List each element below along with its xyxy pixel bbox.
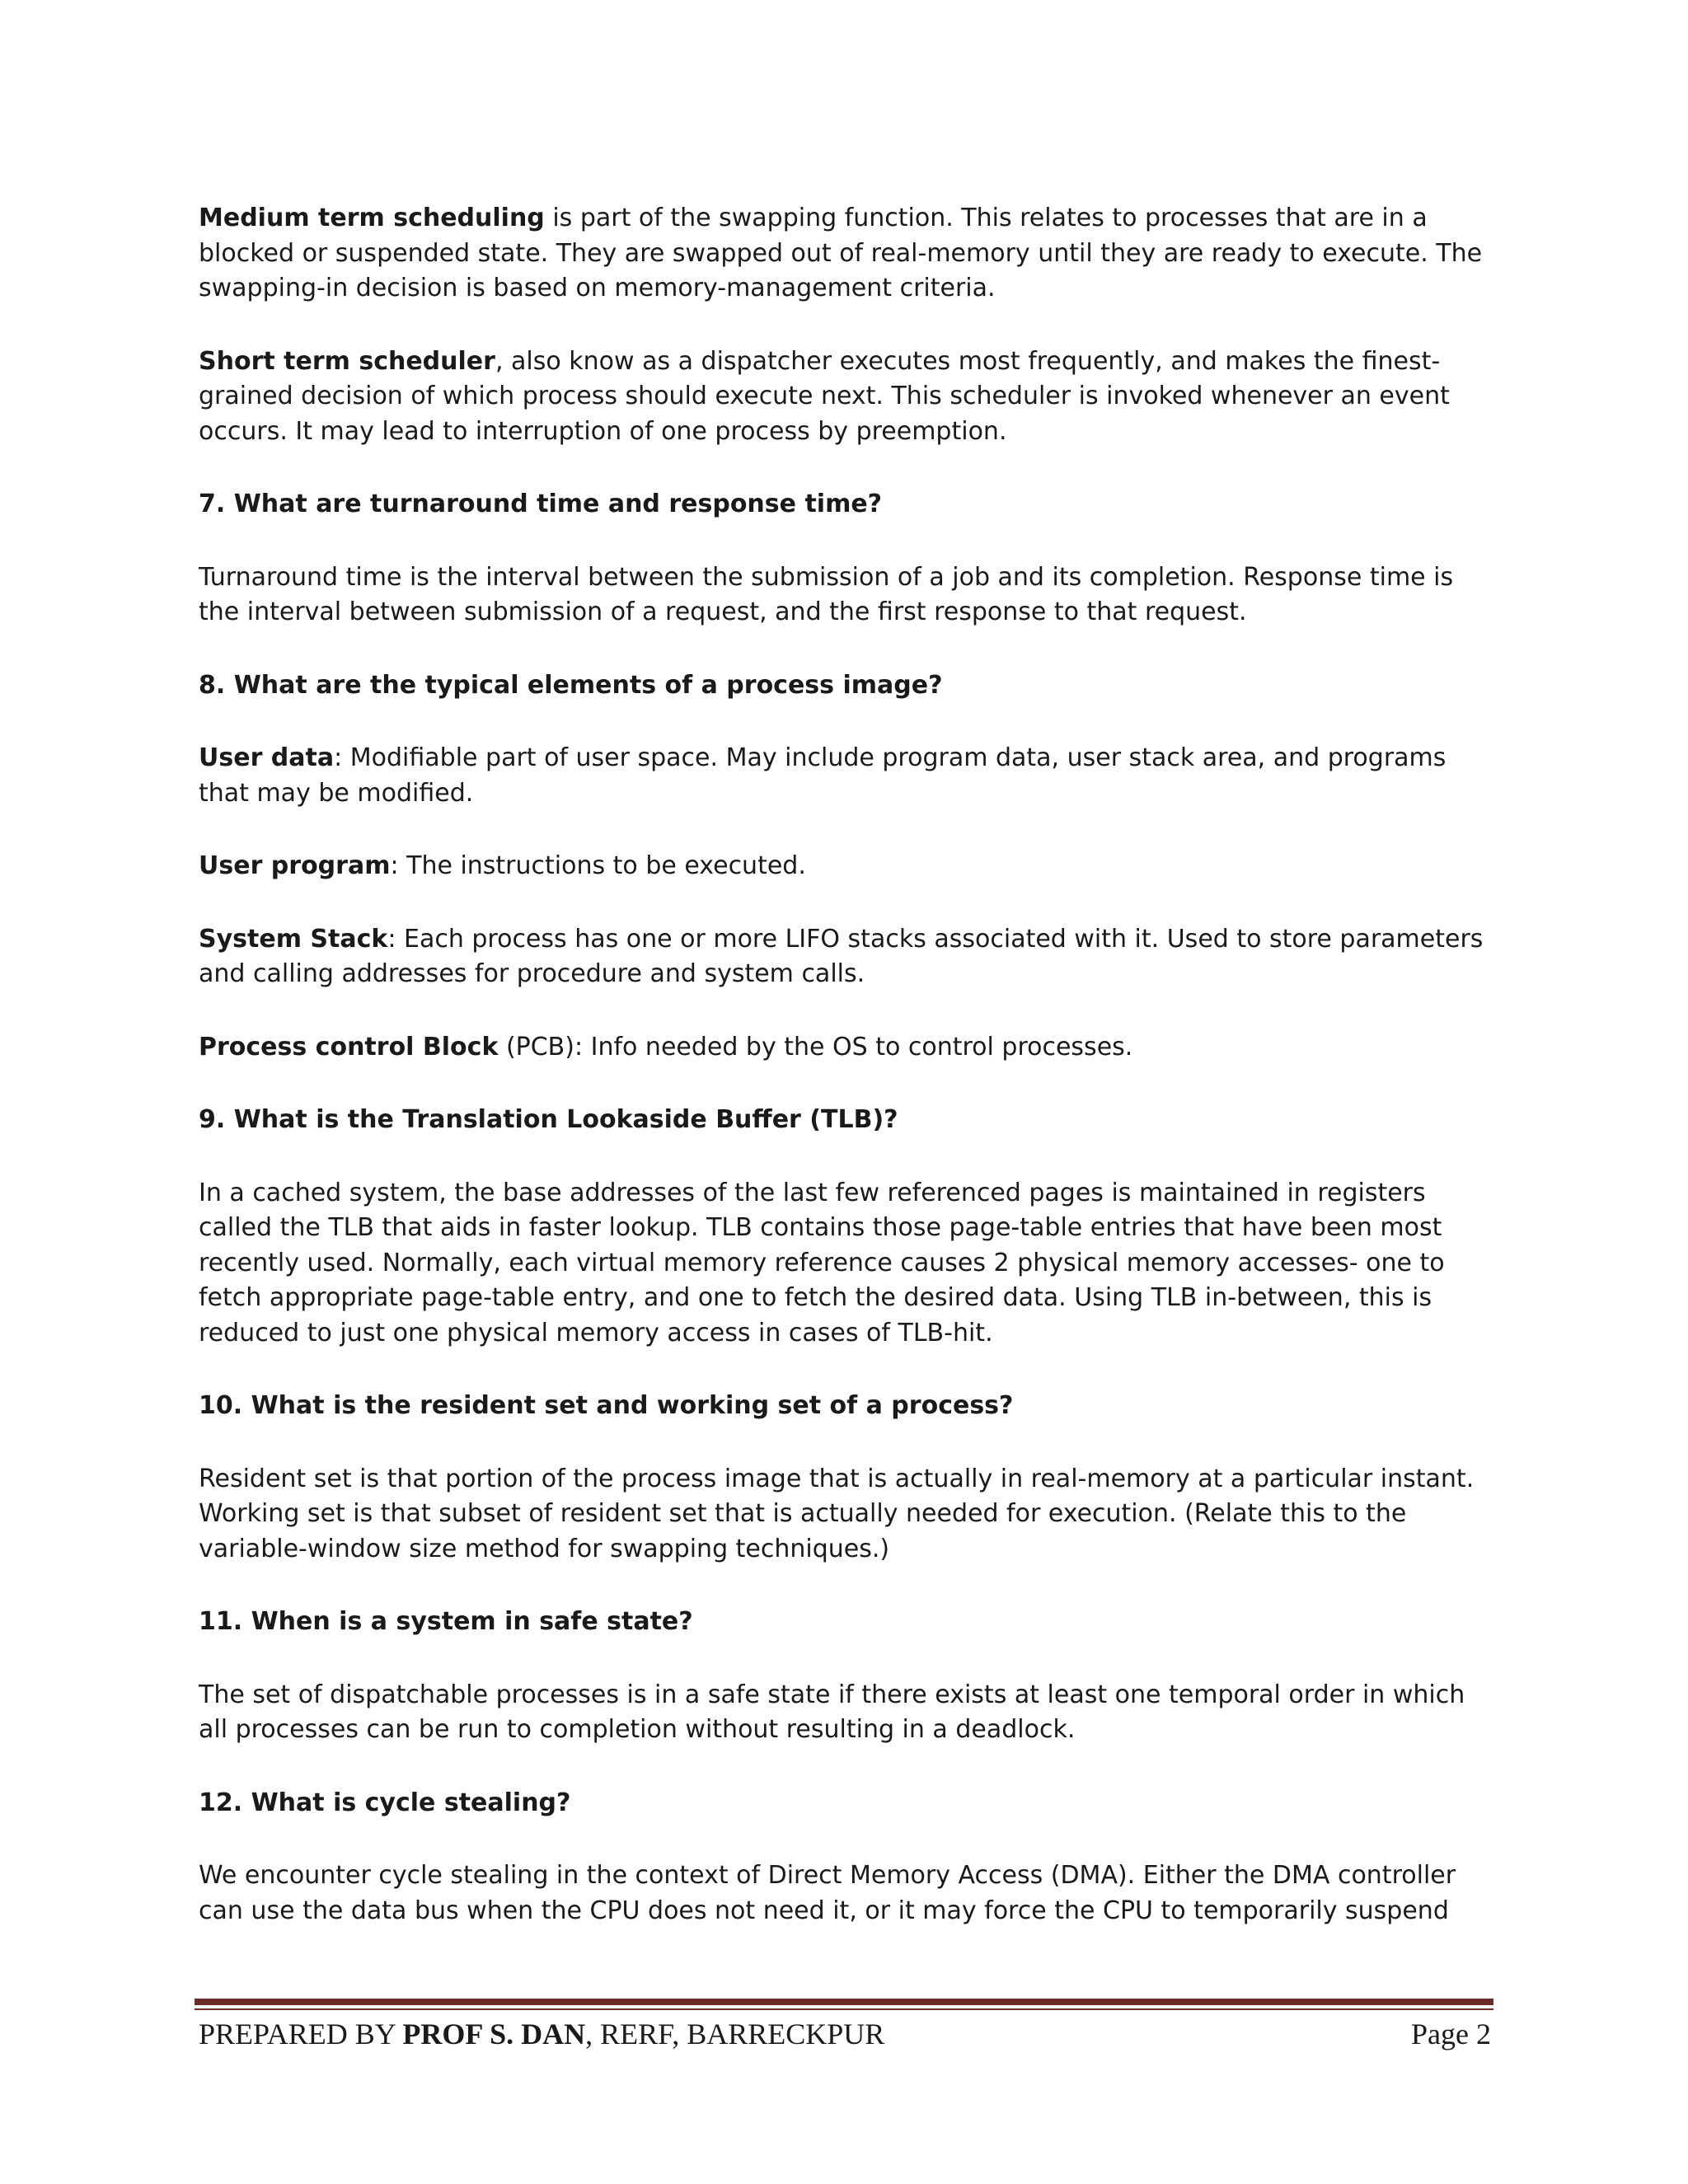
question-heading-9: 9. What is the Translation Lookaside Buffer (TLB)? <box>199 1105 898 1134</box>
process-image-item <box>199 922 1501 992</box>
footer-prefix: PREPARED BY <box>199 2018 403 2050</box>
term-label: Short term scheduler <box>199 346 495 376</box>
answer-10: Resident set is that portion of the process image that is actually in real-memory at a particular instant. Working set is that subset of resident set that is actually needed for execution. (Relate this to the variable-window size method for swapping techniques.) <box>199 1464 1475 1563</box>
term-label: Medium term scheduling <box>199 204 545 232</box>
question-heading-12: 12. What is cycle stealing? <box>199 1788 571 1817</box>
term-label: Process control Block <box>199 1032 499 1062</box>
answer-9: In a cached system, the base addresses of the last few referenced pages is maintained in registers called the TLB that aids in faster lookup. TLB contains those page-table entries that have been most recently used. Normally, each virtual memory reference causes 2 physical memory accesses- one to fetch appropriate page-table entry, and one to fetch the desired data. Using TLB in-between, this is reduced to just one physical memory access in cases of TLB-hit. <box>199 1178 1445 1347</box>
question-heading-11: 11. When is a system in safe state? <box>199 1607 693 1636</box>
question-heading-8: 8. What are the typical elements of a process image? <box>199 670 943 700</box>
answer-11: The set of dispatchable processes is in a safe state if there exists at least one temporal order in which all processes can be run to completion without resulting in a deadlock. <box>199 1680 1465 1744</box>
question-heading-7: 7. What are turnaround time and response time? <box>199 490 883 518</box>
answer-7: Turnaround time is the interval between the submission of a job and its completion. Response time is the interval between submission of a request, and the first response to that request. <box>199 562 1454 626</box>
footer-author: PROF S. DAN <box>402 2018 586 2050</box>
footer-credit <box>199 2013 884 2055</box>
question-heading-10: 10. What is the resident set and working set of a process? <box>199 1391 1014 1420</box>
paragraph-text: , also know as a dispatcher executes most frequently, and makes the finest-grained decision of which process should execute next. This scheduler is invoked whenever an event occurs. It may lead to interruption of one process by preemption. <box>199 346 1450 446</box>
term-label: User program <box>199 851 391 880</box>
answer-12: We encounter cycle stealing in the context of Direct Memory Access (DMA). Either the DMA controller can use the data bus when the CPU does not need it, or it may force the CPU to temporarily suspend <box>199 1861 1456 1925</box>
item-text: (PCB): Info needed by the OS to control processes. <box>498 1032 1133 1062</box>
footer-suffix: , RERF, BARRECKPUR <box>585 2018 885 2050</box>
footer-rule <box>195 1999 1493 2005</box>
process-image-item <box>199 849 1501 884</box>
process-image-item <box>199 1030 1501 1066</box>
term-label: User data <box>199 743 335 772</box>
page-number: Page 2 <box>1411 2018 1491 2050</box>
page-content <box>199 201 1501 1966</box>
item-text: : Modifiable part of user space. May include program data, user stack area, and programs that may be modified. <box>199 743 1447 808</box>
term-label: System Stack <box>199 924 388 954</box>
paragraph-text: is part of the swapping function. This relates to processes that are in a blocked or suspended state. They are swapped out of real-memory until they are ready to execute. The swapping-in decision is based on memory-management criteria. <box>199 204 1483 302</box>
item-text: : Each process has one or more LIFO stacks associated with it. Used to store parameters and calling addresses for procedure and system calls. <box>199 924 1484 988</box>
process-image-item <box>199 741 1501 811</box>
medium-term-paragraph <box>199 201 1501 307</box>
short-term-paragraph <box>199 344 1501 450</box>
item-text: : The instructions to be executed. <box>390 851 806 880</box>
footer-rule-thin <box>195 2008 1493 2010</box>
